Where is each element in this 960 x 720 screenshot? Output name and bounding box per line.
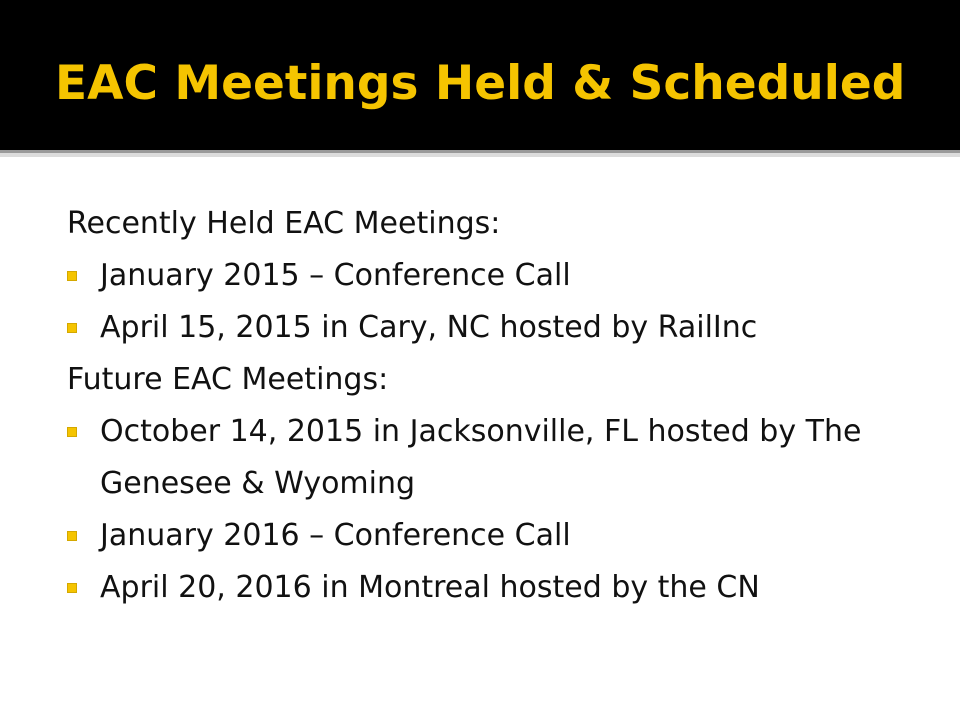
bullet-text: April 15, 2015 in Cary, NC hosted by RailInc <box>100 310 758 345</box>
bullet-item <box>67 302 927 354</box>
bullet-text: January 2015 – Conference Call <box>100 258 571 293</box>
bullet-item <box>67 562 927 614</box>
square-bullet-icon <box>67 271 77 281</box>
title-divider-shadow <box>0 153 960 157</box>
bullet-text: January 2016 – Conference Call <box>100 518 571 553</box>
square-bullet-icon <box>67 323 77 333</box>
bullet-item <box>67 250 927 302</box>
square-bullet-icon <box>67 427 77 437</box>
title-bar <box>0 0 960 150</box>
slide-title: EAC Meetings Held & Scheduled <box>55 56 906 111</box>
square-bullet-icon <box>67 583 77 593</box>
square-bullet-icon <box>67 531 77 541</box>
bullet-text: April 20, 2016 in Montreal hosted by the CN <box>100 570 760 605</box>
bullet-text: October 14, 2015 in Jacksonville, FL hosted by The Genesee & Wyoming <box>100 414 862 501</box>
section-heading-future: Future EAC Meetings: <box>67 362 389 397</box>
section-heading-recent: Recently Held EAC Meetings: <box>67 206 501 241</box>
bullet-item <box>67 510 927 562</box>
bullet-item <box>67 406 927 510</box>
slide-body <box>67 198 927 614</box>
